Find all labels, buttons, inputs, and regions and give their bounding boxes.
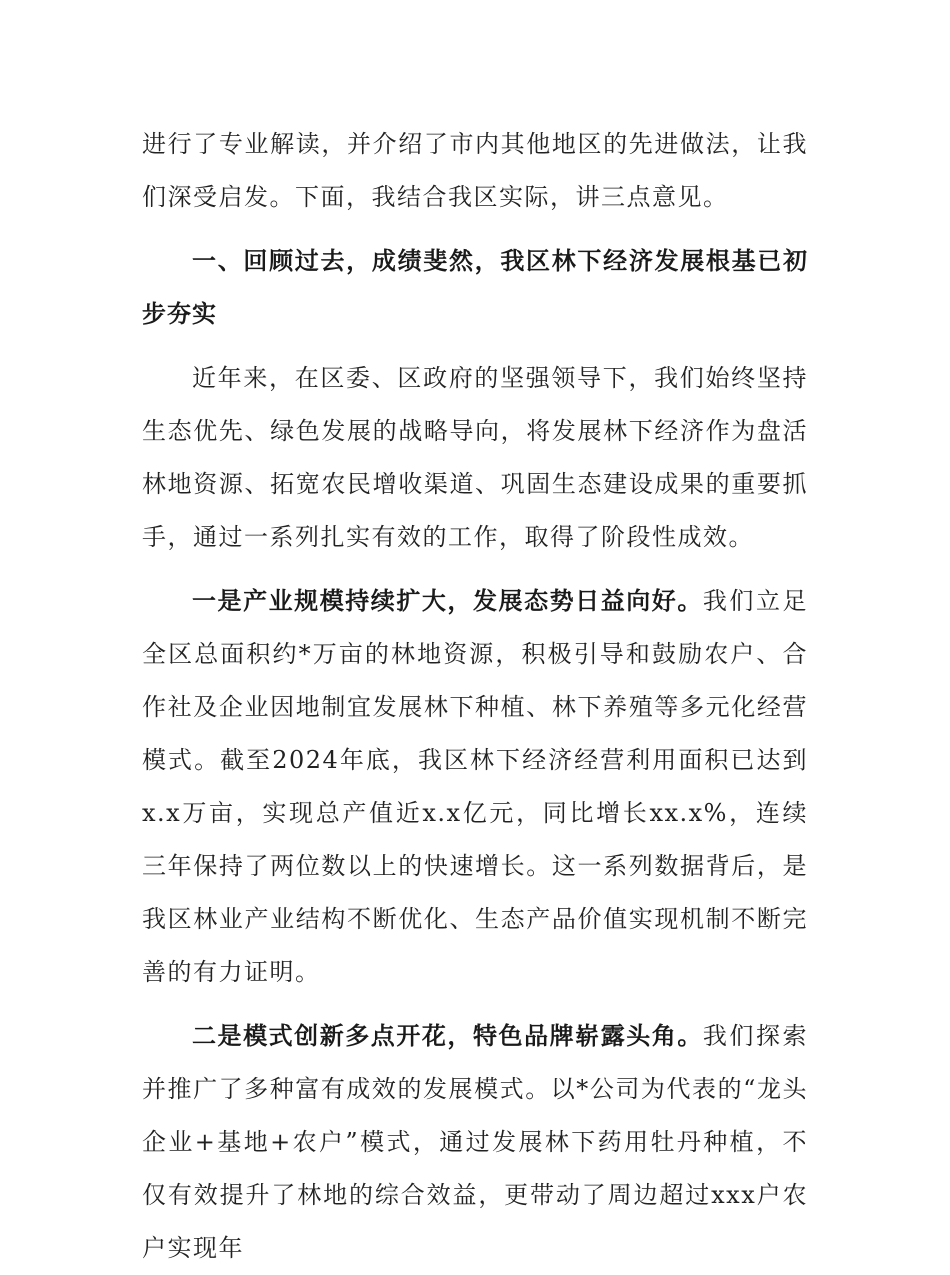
point-two-paragraph bbox=[142, 1010, 808, 1275]
point-one-lead: 一是产业规模持续扩大，发展态势日益向好。 bbox=[192, 587, 703, 615]
point-one-body: 我们立足全区总面积约*万亩的林地资源，积极引导和鼓励农户、合作社及企业因地制宜发展林下种植、林下养殖等多元化经营模式。截至2024年底，我区林下经济经营利用面积已达到x.x万亩，实现总产值近x.x亿元，同比增长xx.x%，连续三年保持了两位数以上的快速增长。这一系列数据背后，是我区林业产业结构不断优化、生态产品价值实现机制不断完善的有力证明。 bbox=[142, 587, 809, 986]
point-one-paragraph bbox=[142, 575, 808, 999]
point-two-lead: 二是模式创新多点开花，特色品牌崭露头角。 bbox=[192, 1022, 703, 1050]
point-two-body: 我们探索并推广了多种富有成效的发展模式。以*公司为代表的“龙头企业+基地+农户”模式，通过发展林下药用牡丹种植，不仅有效提升了林地的综合效益，更带动了周边超过xxx户农户实现年 bbox=[142, 1022, 809, 1262]
document-body bbox=[142, 118, 808, 1275]
section-paragraph: 近年来，在区委、区政府的坚强领导下，我们始终坚持生态优先、绿色发展的战略导向，将发展林下经济作为盘活林地资源、拓宽农民增收渠道、巩固生态建设成果的重要抓手，通过一系列扎实有效的工作，取得了阶段性成效。 bbox=[142, 364, 808, 551]
intro-paragraph: 进行了专业解读，并介绍了市内其他地区的先进做法，让我们深受启发。下面，我结合我区实际，讲三点意见。 bbox=[142, 130, 808, 211]
section-heading: 一、回顾过去，成绩斐然，我区林下经济发展根基已初步夯实 bbox=[142, 247, 808, 328]
